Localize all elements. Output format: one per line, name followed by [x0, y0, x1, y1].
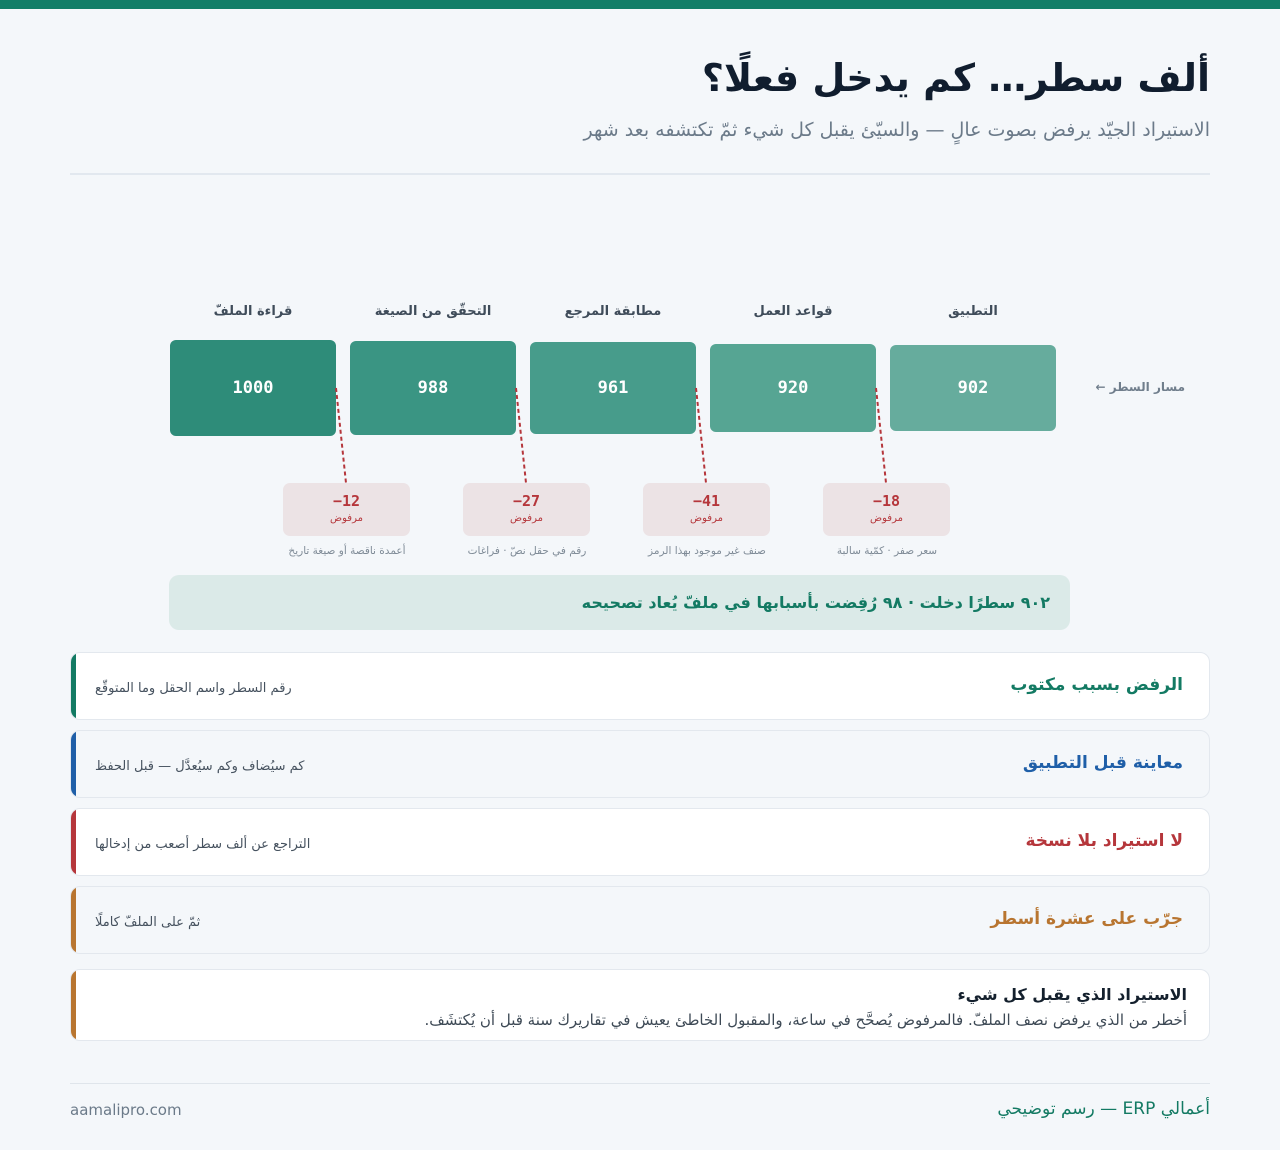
- page-subtitle: الاستيراد الجيّد يرفض بصوت عالٍ — والسيّئ يقبل كل شيء ثمّ تكتشفه بعد شهر: [583, 119, 1210, 141]
- card-accent-bar: [71, 887, 76, 953]
- reject-reason-rules: سعر صفر · كمّية سالبة: [836, 545, 938, 557]
- reject-connector-1: [336, 388, 346, 483]
- warning-callout: [70, 969, 1210, 1041]
- stage-box-business-rules: 920: [710, 344, 876, 432]
- reject-word: مرفوض: [870, 513, 903, 524]
- principle-title: معاينة قبل التطبيق: [1022, 753, 1183, 773]
- reject-connector-3: [696, 388, 706, 483]
- import-summary-text: ٩٠٢ سطرًا دخلت · ٩٨ رُفِضت بأسبابها في ملفّ يُعاد تصحيحه: [581, 593, 1050, 612]
- reject-box-format: [283, 483, 410, 536]
- reject-box-type: [463, 483, 590, 536]
- principle-card-preview: [70, 730, 1210, 798]
- import-summary-bar: [169, 575, 1070, 630]
- reject-box-reference: [643, 483, 770, 536]
- top-accent-bar: [0, 0, 1280, 9]
- reject-count: −18: [872, 492, 901, 510]
- stage-box-reference-match: 961: [530, 342, 696, 434]
- reject-connector-2: [516, 388, 526, 483]
- reject-word: مرفوض: [510, 513, 543, 524]
- warning-accent-bar: [71, 970, 76, 1040]
- footer-divider: [70, 1083, 1210, 1084]
- reject-count: −41: [692, 492, 721, 510]
- stage-label-apply: التطبيق: [948, 304, 998, 319]
- principle-note: التراجع عن ألف سطر أصعب من إدخالها: [95, 837, 311, 852]
- principle-title: جرّب على عشرة أسطر: [990, 909, 1183, 929]
- stage-label-reference-match: مطابقة المرجع: [564, 304, 662, 319]
- reject-connector-4: [876, 388, 886, 483]
- reject-word: مرفوض: [690, 513, 723, 524]
- stage-box-format-check: 988: [350, 341, 516, 435]
- principle-card-trial: [70, 886, 1210, 954]
- principle-title: الرفض بسبب مكتوب: [1010, 675, 1183, 695]
- principle-card-reason: [70, 652, 1210, 720]
- principle-note: كم سيُضاف وكم سيُعدَّل — قبل الحفظ: [95, 759, 305, 774]
- stage-label-format-check: التحقّق من الصيغة: [374, 304, 492, 319]
- footer-brand: أعمالي ERP — رسم توضيحي: [997, 1099, 1210, 1119]
- card-accent-bar: [71, 809, 76, 875]
- card-accent-bar: [71, 653, 76, 719]
- stage-label-business-rules: قواعد العمل: [753, 304, 833, 319]
- stage-box-read-file: 1000: [170, 340, 336, 436]
- reject-word: مرفوض: [330, 513, 363, 524]
- stage-box-apply: 902: [890, 345, 1056, 431]
- header-divider: [70, 173, 1210, 175]
- reject-count: −12: [332, 492, 361, 510]
- principle-note: رقم السطر واسم الحقل وما المتوقّع: [95, 681, 292, 696]
- reject-reason-reference: صنف غير موجود بهذا الرمز: [648, 545, 766, 557]
- stage-label-read-file: قراءة الملفّ: [213, 304, 293, 319]
- warning-title: الاستيراد الذي يقبل كل شيء: [957, 985, 1187, 1004]
- card-accent-bar: [71, 731, 76, 797]
- principle-title: لا استيراد بلا نسخة: [1025, 831, 1183, 851]
- principle-card-backup: [70, 808, 1210, 876]
- warning-text: أخطر من الذي يرفض نصف الملفّ. فالمرفوض يُصحَّح في ساعة، والمقبول الخاطئ يعيش في تقاريرك سنة قبل أن يُكتشَف.: [424, 1011, 1187, 1029]
- reject-reason-type: رقم في حقل نصّ · فراغات: [467, 545, 587, 557]
- reject-count: −27: [512, 492, 541, 510]
- row-path-label: مسار السطر ←: [1095, 380, 1185, 394]
- reject-box-rules: [823, 483, 950, 536]
- principle-note: ثمّ على الملفّ كاملًا: [95, 915, 201, 930]
- page-title: ألف سطر… كم يدخل فعلًا؟: [701, 56, 1210, 100]
- reject-reason-format: أعمدة ناقصة أو صيغة تاريخ: [288, 545, 406, 557]
- footer-site-link[interactable]: aamalipro.com: [70, 1101, 182, 1119]
